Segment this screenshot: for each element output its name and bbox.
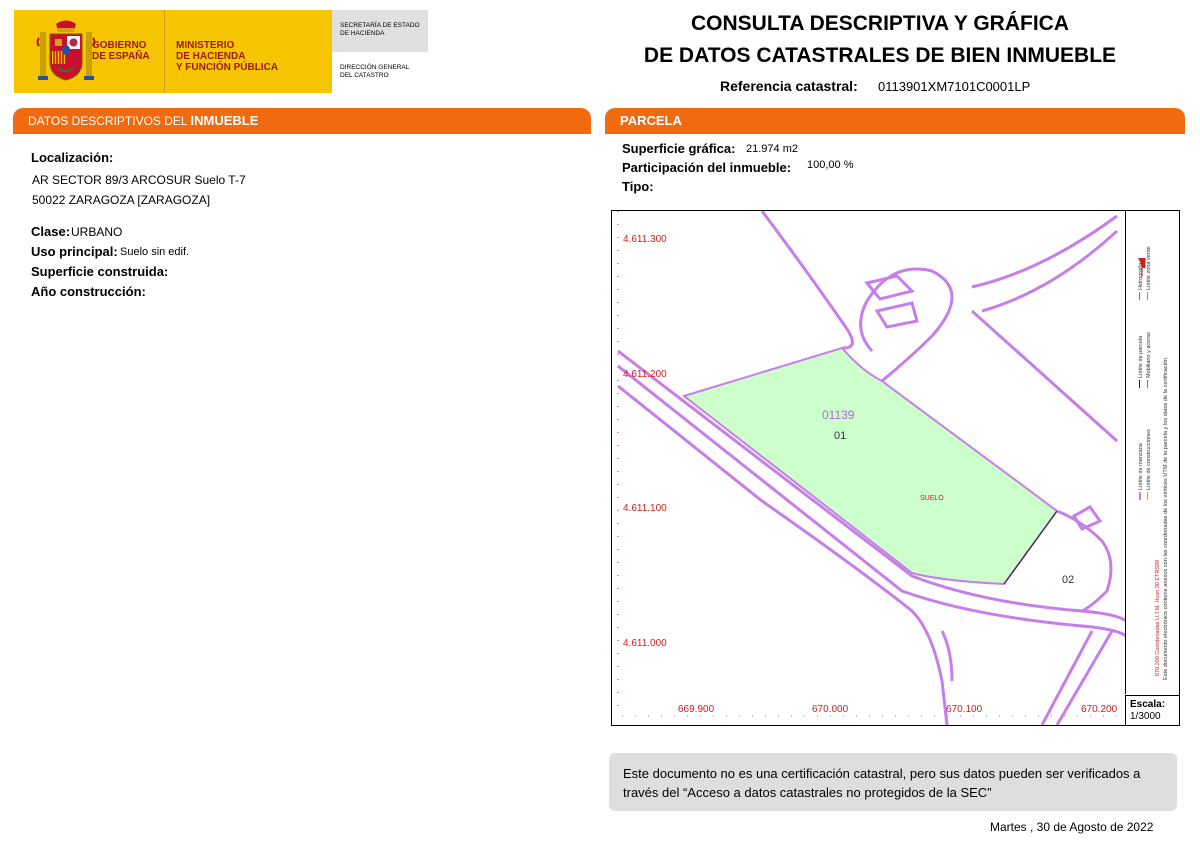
address-line2: 50022 ZARAGOZA [ZARAGOZA]: [32, 193, 211, 207]
section-title-parcela: PARCELA: [620, 113, 682, 128]
uso-value: Suelo sin edif.: [120, 246, 190, 258]
scale-value: 1/3000: [1130, 711, 1161, 722]
localizacion-label: Localización:: [31, 150, 114, 165]
x-tick-label: 670.100: [946, 704, 983, 715]
anio-construccion-label: Año construcción:: [31, 284, 146, 299]
legend-item: Hidrografía: [1138, 262, 1144, 290]
legend-item: Límite de parcela: [1138, 335, 1144, 378]
map-canvas: [612, 211, 1126, 725]
map-scale: [1125, 695, 1179, 725]
clase-label: Clase:: [31, 224, 71, 239]
ministry-name: MINISTERIO DE HACIENDA Y FUNCIÓN PÚBLICA: [176, 40, 279, 73]
y-tick-label: 4.611.100: [623, 503, 667, 514]
subparcel-01-label: 01: [834, 430, 847, 442]
address-line1: AR SECTOR 89/3 ARCOSUR Suelo T-7: [32, 173, 246, 187]
electronic-note: Este documento electrónico contiene anexos con las coordenadas de los vértices UTM de la parcela y los datos de la certificación.: [1163, 356, 1169, 680]
y-tick-label: 4.611.200: [623, 369, 667, 380]
parcel-id-label: 01139: [822, 408, 855, 422]
superficie-construida-label: Superficie construida:: [31, 264, 169, 279]
participacion-label: Participación del inmueble:: [622, 160, 792, 175]
government-name: GOBIERNO DE ESPAÑA: [92, 40, 150, 62]
land-use-label: SUELO: [920, 495, 944, 502]
legend-item: Límite zona verde: [1146, 246, 1152, 290]
section-title-prefix: DATOS DESCRIPTIVOS DEL: [28, 114, 191, 128]
section-title-bold: INMUEBLE: [190, 113, 259, 128]
tipo-label: Tipo:: [622, 179, 654, 194]
superficie-grafica-value: 21.974 m2: [746, 143, 798, 155]
document-title-line2: DE DATOS CATASTRALES DE BIEN INMUEBLE: [643, 44, 1117, 67]
y-tick-label: 4.611.300: [623, 234, 667, 245]
scale-label: Escala:: [1130, 699, 1166, 710]
superficie-grafica-label: Superficie gráfica:: [622, 141, 736, 156]
coat-of-arms-icon: [36, 18, 96, 86]
uso-label: Uso principal:: [31, 244, 118, 259]
ref-label: Referencia catastral:: [720, 78, 858, 94]
map-legend: [1125, 210, 1179, 694]
y-tick-label: 4.611.000: [623, 638, 667, 649]
subparcel-02-label: 02: [1062, 574, 1075, 586]
legend-item: Límite de manzana: [1138, 443, 1144, 490]
legend-item: Mobiliario y aceras: [1146, 332, 1152, 378]
clase-value: URBANO: [71, 225, 123, 239]
cadastral-map: [611, 210, 1180, 726]
government-logo-block: [14, 10, 332, 93]
ref-value: 0113901XM7101C0001LP: [878, 79, 1031, 94]
legend-item: Límite de construcciones: [1146, 429, 1152, 490]
participacion-value: 100,00 %: [807, 159, 854, 171]
direccion-name: DIRECCIÓN GENERAL DEL CATASTRO: [340, 64, 410, 79]
section-header-datos: [13, 108, 591, 134]
x-tick-label: 670.200: [1081, 704, 1118, 715]
x-tick-label: 670.000: [812, 704, 849, 715]
x-tick-label: 669.900: [678, 704, 715, 715]
coords-note: 670,200 Coordenadas U.T.M. Huso 30 ETRS89: [1155, 559, 1161, 676]
section-header-parcela: [605, 108, 1185, 134]
document-title-line1: CONSULTA DESCRIPTIVA Y GRÁFICA: [690, 12, 1070, 35]
notice-text: Este documento no es una certificación catastral, pero sus datos pueden ser verificados a través del “Acceso a datos catastrales no protegidos de la SEC”: [623, 766, 1141, 800]
legend-canvas: [1126, 210, 1179, 694]
document-date: Martes , 30 de Agosto de 2022: [990, 820, 1154, 834]
secretaria-name: SECRETARÍA DE ESTADO DE HACIENDA: [340, 22, 420, 37]
